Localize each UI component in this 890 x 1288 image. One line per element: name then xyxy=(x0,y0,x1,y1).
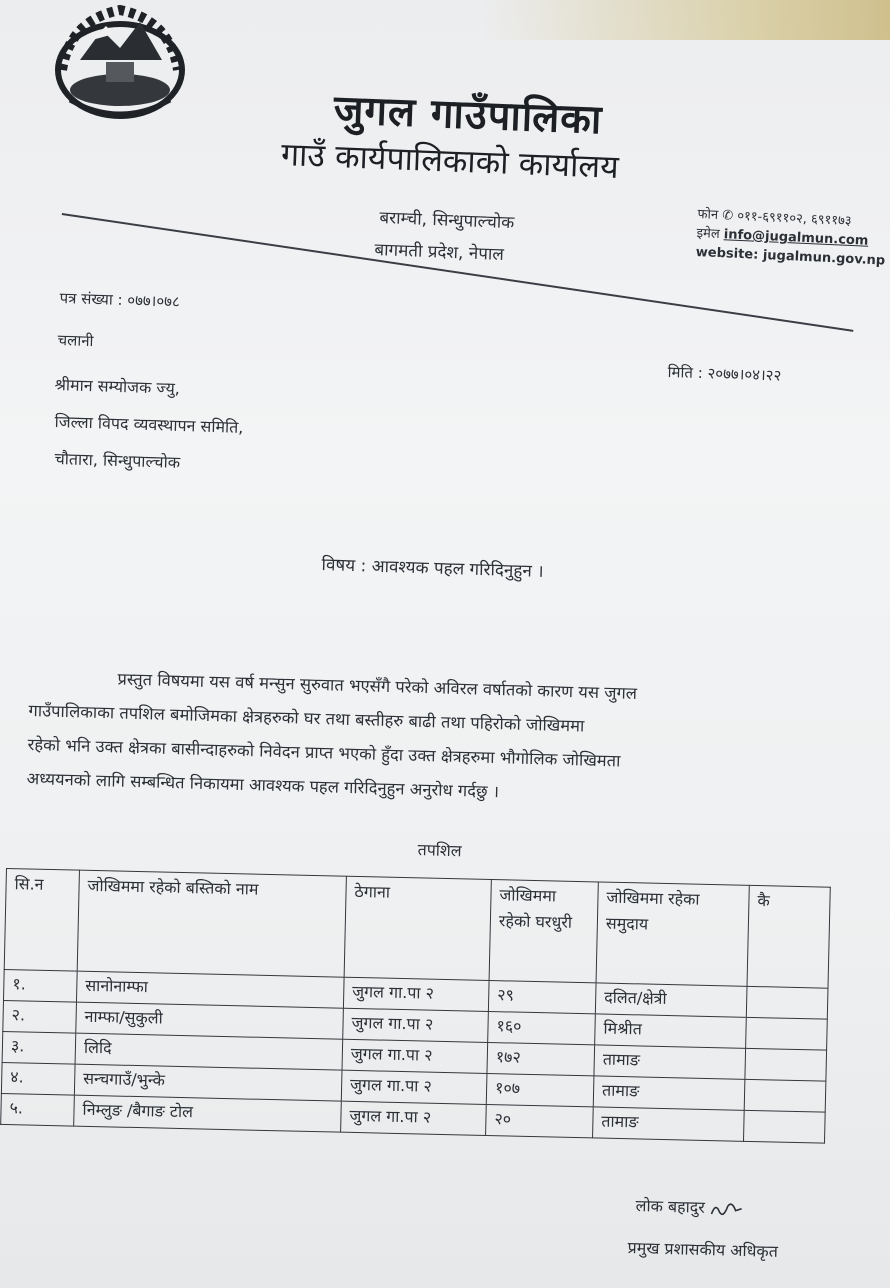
signature-mark-icon xyxy=(710,1199,744,1218)
municipality-title: जुगल गाउँपालिका xyxy=(332,86,604,144)
contact-block xyxy=(695,205,887,271)
table-header-row xyxy=(4,869,830,989)
signatory-name xyxy=(635,1194,744,1219)
column-header: ठेगाना xyxy=(344,876,491,980)
signatory-name-text: लोक बहादुर xyxy=(635,1195,706,1217)
cell-households: १६० xyxy=(488,1011,596,1044)
cell-serial: २. xyxy=(3,1000,77,1033)
table-title: तपशिल xyxy=(417,839,463,861)
government-emblem-icon xyxy=(40,0,200,128)
cell-households: १०७ xyxy=(486,1073,594,1106)
column-header: कै xyxy=(747,885,830,988)
cell-remarks xyxy=(743,1110,825,1143)
dispatch-label: चलानी xyxy=(57,330,94,351)
cell-address: जुगल गा.पा २ xyxy=(341,1070,487,1104)
cell-community: दलित/क्षेत्री xyxy=(595,983,747,1017)
cell-community: मिश्रीत xyxy=(595,1014,747,1048)
signatory-designation: प्रमुख प्रशासकीय अधिकृत xyxy=(627,1237,779,1261)
office-subtitle: गाउँ कार्यपालिकाको कार्यालय xyxy=(280,134,620,186)
phone-icon: ✆ xyxy=(721,208,734,224)
cell-community: तामाङ xyxy=(593,1107,745,1141)
body-line: रहेको भनि उक्त क्षेत्रका बासीन्दाहरुको निवेदन प्राप्त भएको हुँदा उक्त क्षेत्रहरुमा भौगोलिक जोखिमता xyxy=(27,734,621,771)
cell-address: जुगल गा.पा २ xyxy=(343,1008,489,1042)
cell-settlement: लिदि xyxy=(75,1033,343,1070)
letter-date: मिति : २०७७।०४।२२ xyxy=(667,362,782,385)
body-line: अध्ययनको लागि सम्बन्धित निकायमा आवश्यक पहल गरिदिनुहुन अनुरोध गर्दछु । xyxy=(26,768,500,802)
cell-address: जुगल गा.पा २ xyxy=(342,1039,488,1073)
website-link[interactable]: jugalmun.gov.np xyxy=(762,248,886,269)
address-line-2: बागमती प्रदेश, नेपाल xyxy=(374,239,505,265)
body-line: गाउँपालिकाका तपशिल बमोजिमका क्षेत्रहरुको घर तथा बस्तीहरु बाढी तथा पहिरोको जोखिममा xyxy=(28,700,585,736)
background-edge xyxy=(480,0,890,40)
cell-serial: १. xyxy=(3,969,77,1002)
cell-settlement: सन्चगाउँ/भुन्के xyxy=(74,1064,342,1101)
body-line: प्रस्तुत विषयमा यस वर्ष मन्सुन सुरुवात भएसँगै परेको अविरल वर्षातको कारण यस जुगल xyxy=(117,669,638,703)
cell-households: १७२ xyxy=(487,1042,595,1075)
cell-settlement: सानोनाम्फा xyxy=(76,971,344,1008)
cell-remarks xyxy=(745,1048,827,1081)
cell-households: २० xyxy=(486,1104,594,1137)
cell-remarks xyxy=(746,986,828,1019)
column-header: जोखिममा रहेको बस्तिको नाम xyxy=(77,870,346,977)
phone-label: फोन xyxy=(697,206,719,223)
email-label: इमेल xyxy=(696,225,721,243)
cell-remarks xyxy=(744,1079,826,1112)
recipient-line-1: श्रीमान सम्योजक ज्यु, xyxy=(54,374,181,398)
cell-serial: ३. xyxy=(2,1031,76,1064)
recipient-line-2: जिल्ला विपद व्यवस्थापन समिति, xyxy=(54,411,244,437)
risk-settlement-table xyxy=(0,868,831,1144)
cell-households: २९ xyxy=(488,980,596,1013)
cell-remarks xyxy=(746,1017,828,1050)
cell-serial: ५. xyxy=(1,1093,75,1126)
address-line-1: बराम्ची, सिन्धुपाल्चोक xyxy=(379,207,515,234)
email-link[interactable]: info@jugalmun.com xyxy=(723,227,869,249)
column-header: जोखिममा रहेको घरधुरी xyxy=(489,880,598,983)
recipient-line-3: चौतारा, सिन्धुपाल्चोक xyxy=(54,448,181,472)
reference-number: पत्र संख्या : ०७७।०७८ xyxy=(59,288,181,311)
website-label: website: xyxy=(695,244,759,263)
letter-body xyxy=(26,660,844,819)
cell-settlement: निम्लुङ /बैगाङ टोल xyxy=(74,1095,342,1132)
column-header: सि.न xyxy=(4,869,79,972)
cell-community: तामाङ xyxy=(593,1076,745,1110)
cell-serial: ४. xyxy=(1,1062,75,1095)
cell-address: जुगल गा.पा २ xyxy=(341,1101,487,1135)
cell-settlement: नाम्फा/सुकुली xyxy=(76,1002,344,1039)
cell-community: तामाङ xyxy=(594,1045,746,1079)
column-header: जोखिममा रहेका समुदाय xyxy=(596,882,749,986)
phone-number: ०११-६९११०२, ६९११७३ xyxy=(736,208,852,229)
cell-address: जुगल गा.पा २ xyxy=(343,977,489,1011)
letter-subject: विषय : आवश्यक पहल गरिदिनुहुन । xyxy=(321,554,544,582)
